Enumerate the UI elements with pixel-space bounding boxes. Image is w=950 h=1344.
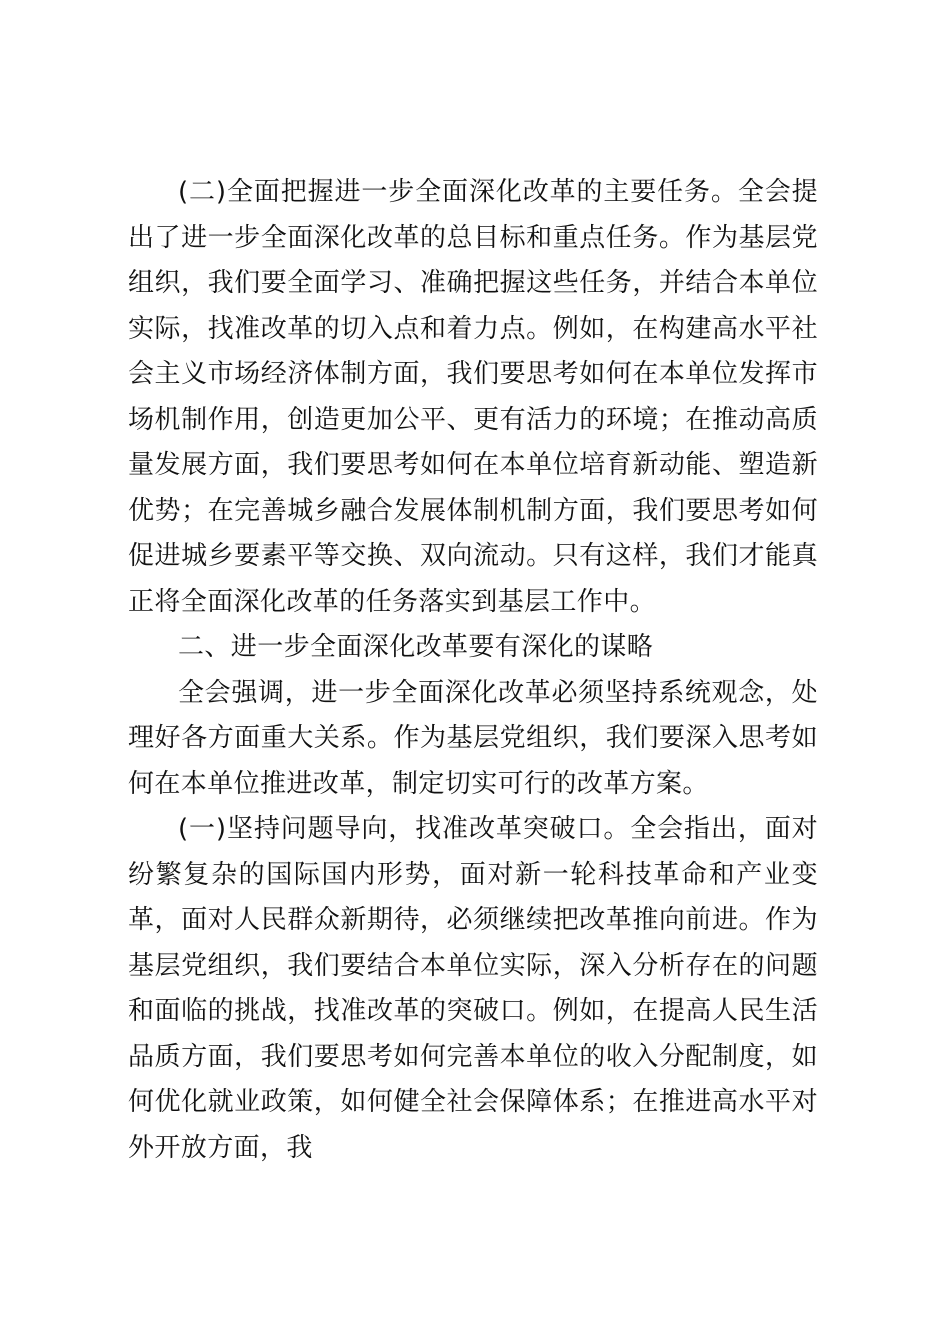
- paragraph-system-concept: 全会强调，进一步全面深化改革必须坚持系统观念，处理好各方面重大关系。作为基层党组织，我们要深入思考如何在本单位推进改革，制定切实可行的改革方案。: [128, 677, 818, 799]
- section-heading-strategy: 二、进一步全面深化改革要有深化的谋略: [178, 632, 654, 662]
- paragraph-problem-oriented: (一)坚持问题导向，找准改革突破口。全会指出，面对纷繁复杂的国际国内形势，面对新一轮科技革命和产业变革，面对人民群众新期待，必须继续把改革推向前进。作为基层党组织，我们要结合本单位实际，深入分析存在的问题和面临的挑战，找准改革的突破口。例如，在提高人民生活品质方面，我们要思考如何完善本单位的收入分配制度，如何优化就业政策，如何健全社会保障体系；在推进高水平对外开放方面，我: [128, 814, 818, 1163]
- paragraph-main-tasks: (二)全面把握进一步全面深化改革的主要任务。全会提出了进一步全面深化改革的总目标和重点任务。作为基层党组织，我们要全面学习、准确把握这些任务，并结合本单位实际，找准改革的切入点和着力点。例如，在构建高水平社会主义市场经济体制方面，我们要思考如何在本单位发挥市场机制作用，创造更加公平、更有活力的环境；在推动高质量发展方面，我们要思考如何在本单位培育新动能、塑造新优势；在完善城乡融合发展体制机制方面，我们要思考如何促进城乡要素平等交换、双向流动。只有这样，我们才能真正将全面深化改革的任务落实到基层工作中。: [128, 177, 818, 617]
- document-body: [128, 170, 818, 1171]
